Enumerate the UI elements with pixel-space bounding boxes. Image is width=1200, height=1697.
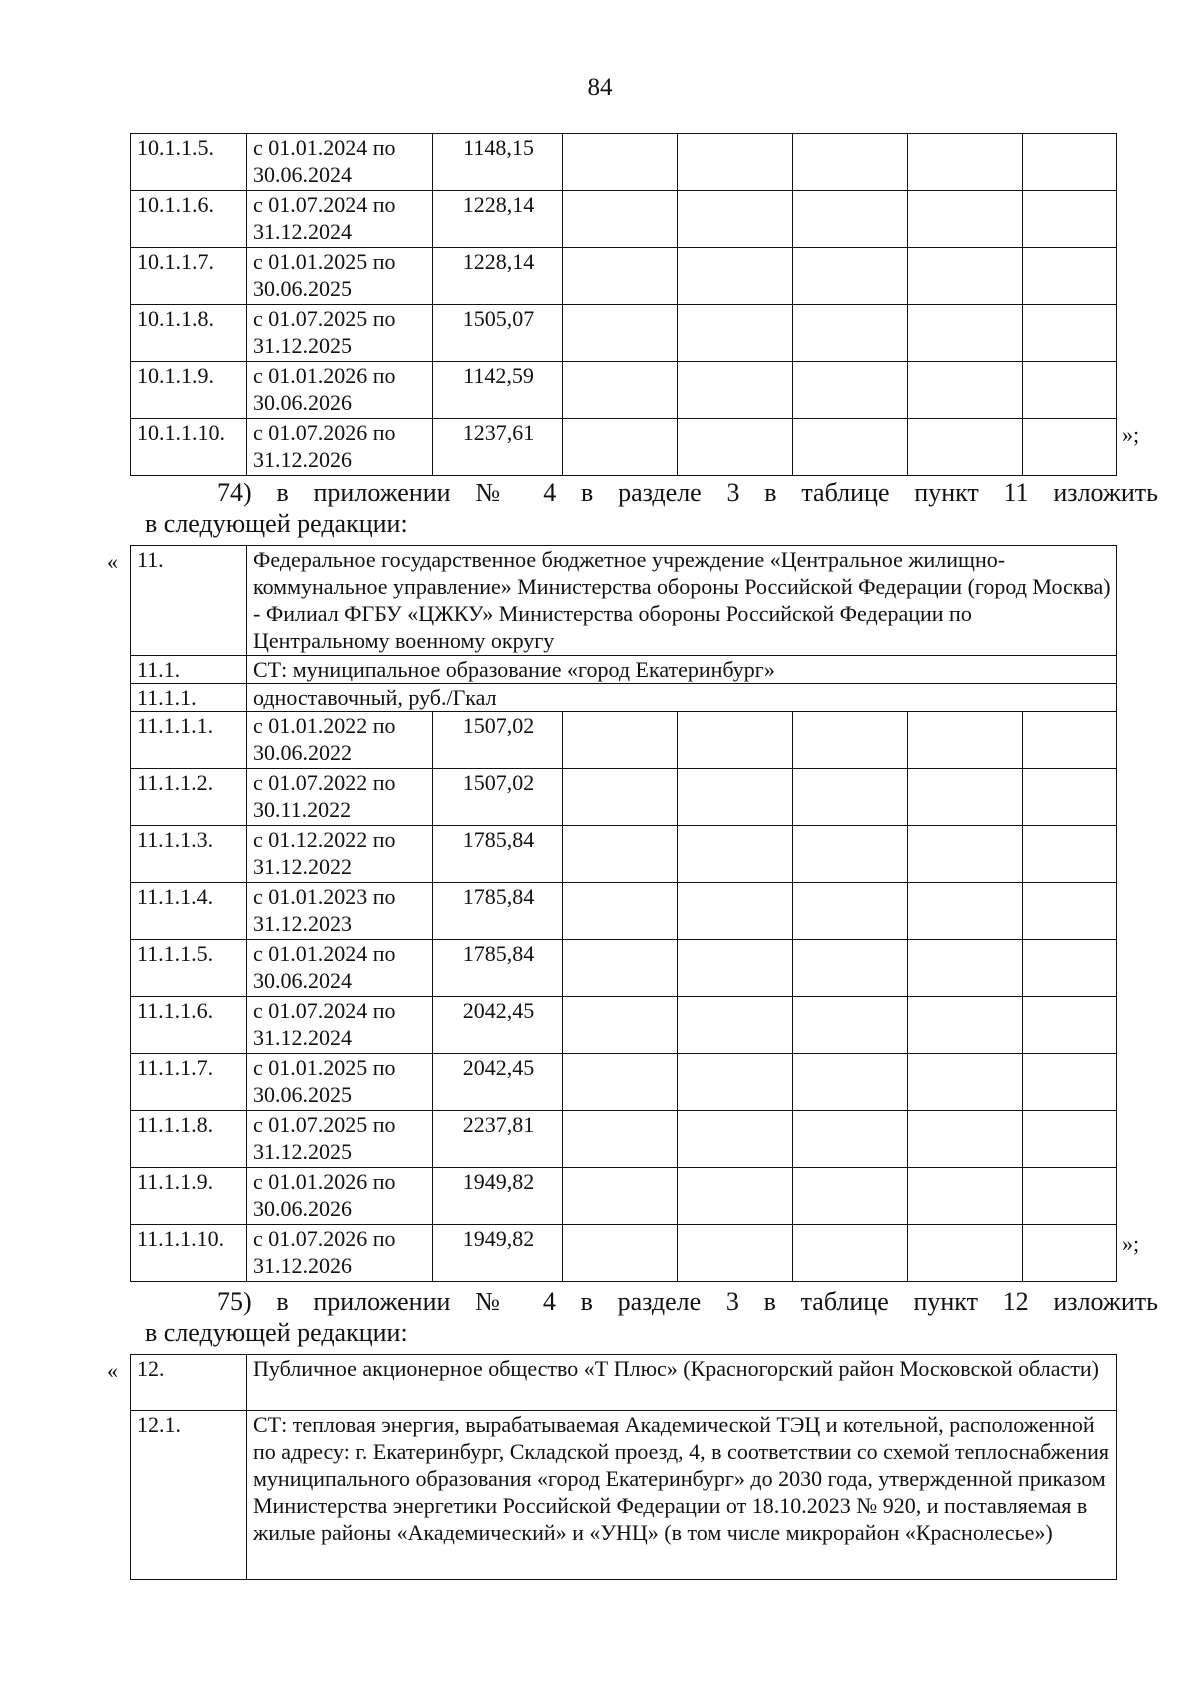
paragraph-74-line-2: в следующей редакции: — [145, 509, 408, 538]
empty-cell — [563, 826, 678, 883]
empty-cell — [1023, 940, 1117, 997]
empty-cell — [678, 134, 793, 191]
empty-cell — [793, 769, 908, 826]
period: с 01.01.2026 по 30.06.2026 — [247, 1168, 433, 1225]
empty-cell — [1023, 1168, 1117, 1225]
period: с 01.01.2023 по 31.12.2023 — [247, 883, 433, 940]
empty-cell — [563, 883, 678, 940]
empty-cell — [908, 1054, 1023, 1111]
empty-cell — [1023, 997, 1117, 1054]
period: с 01.07.2025 по 31.12.2025 — [247, 1111, 433, 1168]
item-number: 10.1.1.8. — [131, 305, 247, 362]
empty-cell — [678, 362, 793, 419]
item-number: 11.1.1. — [131, 684, 247, 712]
period: с 01.01.2026 по 30.06.2026 — [247, 362, 433, 419]
empty-cell — [1023, 362, 1117, 419]
empty-cell — [563, 362, 678, 419]
table-row-tariff-type — [131, 684, 1117, 712]
empty-cell — [908, 1111, 1023, 1168]
table-row — [131, 305, 1117, 362]
item-number: 10.1.1.6. — [131, 191, 247, 248]
table-row — [131, 1111, 1117, 1168]
period: с 01.01.2022 по 30.06.2022 — [247, 712, 433, 769]
empty-cell — [908, 191, 1023, 248]
empty-cell — [793, 134, 908, 191]
period: с 01.07.2024 по 31.12.2024 — [247, 191, 433, 248]
empty-cell — [563, 248, 678, 305]
period: с 01.01.2024 по 30.06.2024 — [247, 134, 433, 191]
table-row — [131, 712, 1117, 769]
empty-cell — [908, 1168, 1023, 1225]
tariff-value: 1785,84 — [433, 883, 563, 940]
empty-cell — [793, 305, 908, 362]
paragraph-75-line-2: в следующей редакции: — [145, 1318, 408, 1347]
table-row-st — [131, 656, 1117, 684]
tariff-value: 1505,07 — [433, 305, 563, 362]
period: с 01.01.2025 по 30.06.2025 — [247, 248, 433, 305]
empty-cell — [908, 134, 1023, 191]
empty-cell — [908, 1225, 1023, 1282]
empty-cell — [563, 305, 678, 362]
empty-cell — [678, 883, 793, 940]
empty-cell — [678, 305, 793, 362]
empty-cell — [908, 997, 1023, 1054]
opening-quote-mark: « — [107, 549, 118, 574]
empty-cell — [1023, 191, 1117, 248]
item-number: 10.1.1.9. — [131, 362, 247, 419]
period: с 01.12.2022 по 31.12.2022 — [247, 826, 433, 883]
table-row — [131, 191, 1117, 248]
empty-cell — [908, 826, 1023, 883]
empty-cell — [793, 826, 908, 883]
table-row — [131, 826, 1117, 883]
tariff-table-11 — [130, 545, 1117, 1282]
paragraph-75 — [145, 1286, 1158, 1348]
table-row — [131, 883, 1117, 940]
empty-cell — [908, 248, 1023, 305]
page-number: 84 — [587, 74, 613, 101]
paragraph-74 — [145, 477, 1158, 539]
period: с 01.07.2025 по 31.12.2025 — [247, 305, 433, 362]
empty-cell — [793, 362, 908, 419]
empty-cell — [1023, 712, 1117, 769]
empty-cell — [563, 940, 678, 997]
tariff-value: 1228,14 — [433, 191, 563, 248]
period: с 01.01.2025 по 30.06.2025 — [247, 1054, 433, 1111]
empty-cell — [563, 1225, 678, 1282]
empty-cell — [793, 419, 908, 476]
empty-cell — [678, 826, 793, 883]
empty-cell — [563, 1168, 678, 1225]
empty-cell — [678, 1225, 793, 1282]
tariff-value: 1237,61 — [433, 419, 563, 476]
empty-cell — [1023, 1054, 1117, 1111]
tariff-value: 2237,81 — [433, 1111, 563, 1168]
empty-cell — [793, 1111, 908, 1168]
tariff-value: 2042,45 — [433, 997, 563, 1054]
period: с 01.07.2022 по 30.11.2022 — [247, 769, 433, 826]
table-row — [131, 362, 1117, 419]
empty-cell — [908, 362, 1023, 419]
item-number: 10.1.1.5. — [131, 134, 247, 191]
item-number: 11.1.1.4. — [131, 883, 247, 940]
empty-cell — [678, 1111, 793, 1168]
tariff-value: 1949,82 — [433, 1225, 563, 1282]
empty-cell — [1023, 826, 1117, 883]
empty-cell — [793, 1168, 908, 1225]
empty-cell — [793, 1054, 908, 1111]
tariff-table-12 — [130, 1354, 1117, 1580]
empty-cell — [563, 997, 678, 1054]
st-description: СТ: тепловая энергия, вырабатываемая Академической ТЭЦ и котельной, расположенной по адресу: г. Екатеринбург, Складской проезд, 4, в соответствии со схемой теплоснабжения муниципального образования «город Екатеринбург» до 2030 года, утвержденной приказом Министерства энергетики Российской Федерации от 18.10.2023 № 920, и поставляемая в жилые районы «Академический» и «УНЦ» (в том числе микрорайон «Краснолесье») — [247, 1411, 1117, 1580]
empty-cell — [563, 1111, 678, 1168]
empty-cell — [678, 248, 793, 305]
table-row — [131, 940, 1117, 997]
empty-cell — [678, 191, 793, 248]
tariff-value: 1142,59 — [433, 362, 563, 419]
empty-cell — [563, 419, 678, 476]
empty-cell — [678, 1168, 793, 1225]
empty-cell — [1023, 1111, 1117, 1168]
empty-cell — [908, 712, 1023, 769]
tariff-value: 1949,82 — [433, 1168, 563, 1225]
table-row — [131, 769, 1117, 826]
empty-cell — [908, 769, 1023, 826]
empty-cell — [1023, 883, 1117, 940]
empty-cell — [908, 883, 1023, 940]
table-row — [131, 997, 1117, 1054]
item-number: 11. — [131, 546, 247, 656]
table-row-st — [131, 1411, 1117, 1580]
item-number: 11.1.1.2. — [131, 769, 247, 826]
tariff-value: 2042,45 — [433, 1054, 563, 1111]
tariff-value: 1785,84 — [433, 826, 563, 883]
closing-quote-mark: »; — [1122, 422, 1140, 447]
item-number: 11.1.1.8. — [131, 1111, 247, 1168]
item-number: 11.1.1.6. — [131, 997, 247, 1054]
period: с 01.07.2026 по 31.12.2026 — [247, 1225, 433, 1282]
item-number: 11.1.1.3. — [131, 826, 247, 883]
item-number: 12. — [131, 1355, 247, 1411]
empty-cell — [563, 134, 678, 191]
st-description: СТ: муниципальное образование «город Екатеринбург» — [247, 656, 1117, 684]
empty-cell — [678, 1054, 793, 1111]
table-row — [131, 134, 1117, 191]
empty-cell — [1023, 248, 1117, 305]
closing-quote-mark: »; — [1122, 1231, 1140, 1256]
empty-cell — [908, 940, 1023, 997]
opening-quote-mark: « — [107, 1358, 118, 1383]
empty-cell — [908, 305, 1023, 362]
item-number: 12.1. — [131, 1411, 247, 1580]
paragraph-75-line-1: 75) в приложении № 4 в разделе 3 в таблице пункт 12 изложить — [217, 1287, 1158, 1316]
table-row — [131, 1225, 1117, 1282]
organization-name: Федеральное государственное бюджетное учреждение «Центральное жилищно-коммунальное управление» Министерства обороны Российской Федерации (город Москва) - Филиал ФГБУ «ЦЖКУ» Министерства обороны Российской Федерации по Центральному военному округу — [247, 546, 1117, 656]
tariff-table-10 — [130, 133, 1117, 476]
empty-cell — [793, 191, 908, 248]
empty-cell — [563, 712, 678, 769]
empty-cell — [678, 769, 793, 826]
item-number: 10.1.1.10. — [131, 419, 247, 476]
item-number: 11.1.1.7. — [131, 1054, 247, 1111]
empty-cell — [563, 1054, 678, 1111]
empty-cell — [1023, 419, 1117, 476]
table-row — [131, 1168, 1117, 1225]
item-number: 10.1.1.7. — [131, 248, 247, 305]
organization-name: Публичное акционерное общество «Т Плюс» (Красногорский район Московской области) — [247, 1355, 1117, 1411]
empty-cell — [793, 248, 908, 305]
tariff-type: одноставочный, руб./Гкал — [247, 684, 1117, 712]
table-row — [131, 419, 1117, 476]
tariff-value: 1785,84 — [433, 940, 563, 997]
period: с 01.07.2026 по 31.12.2026 — [247, 419, 433, 476]
empty-cell — [1023, 769, 1117, 826]
period: с 01.01.2024 по 30.06.2024 — [247, 940, 433, 997]
item-number: 11.1.1.5. — [131, 940, 247, 997]
item-number: 11.1.1.10. — [131, 1225, 247, 1282]
empty-cell — [1023, 134, 1117, 191]
item-number: 11.1.1.9. — [131, 1168, 247, 1225]
empty-cell — [793, 883, 908, 940]
empty-cell — [793, 712, 908, 769]
empty-cell — [793, 940, 908, 997]
item-number: 11.1.1.1. — [131, 712, 247, 769]
empty-cell — [908, 419, 1023, 476]
item-number: 11.1. — [131, 656, 247, 684]
tariff-value: 1507,02 — [433, 769, 563, 826]
empty-cell — [1023, 1225, 1117, 1282]
empty-cell — [678, 419, 793, 476]
table-row-header — [131, 546, 1117, 656]
empty-cell — [1023, 305, 1117, 362]
period: с 01.07.2024 по 31.12.2024 — [247, 997, 433, 1054]
empty-cell — [793, 1225, 908, 1282]
empty-cell — [678, 940, 793, 997]
empty-cell — [563, 769, 678, 826]
table-row-header — [131, 1355, 1117, 1411]
table-row — [131, 248, 1117, 305]
paragraph-74-line-1: 74) в приложении № 4 в разделе 3 в таблице пункт 11 изложить — [217, 478, 1158, 507]
empty-cell — [678, 712, 793, 769]
tariff-value: 1228,14 — [433, 248, 563, 305]
empty-cell — [563, 191, 678, 248]
empty-cell — [678, 997, 793, 1054]
empty-cell — [793, 997, 908, 1054]
tariff-value: 1148,15 — [433, 134, 563, 191]
table-row — [131, 1054, 1117, 1111]
tariff-value: 1507,02 — [433, 712, 563, 769]
